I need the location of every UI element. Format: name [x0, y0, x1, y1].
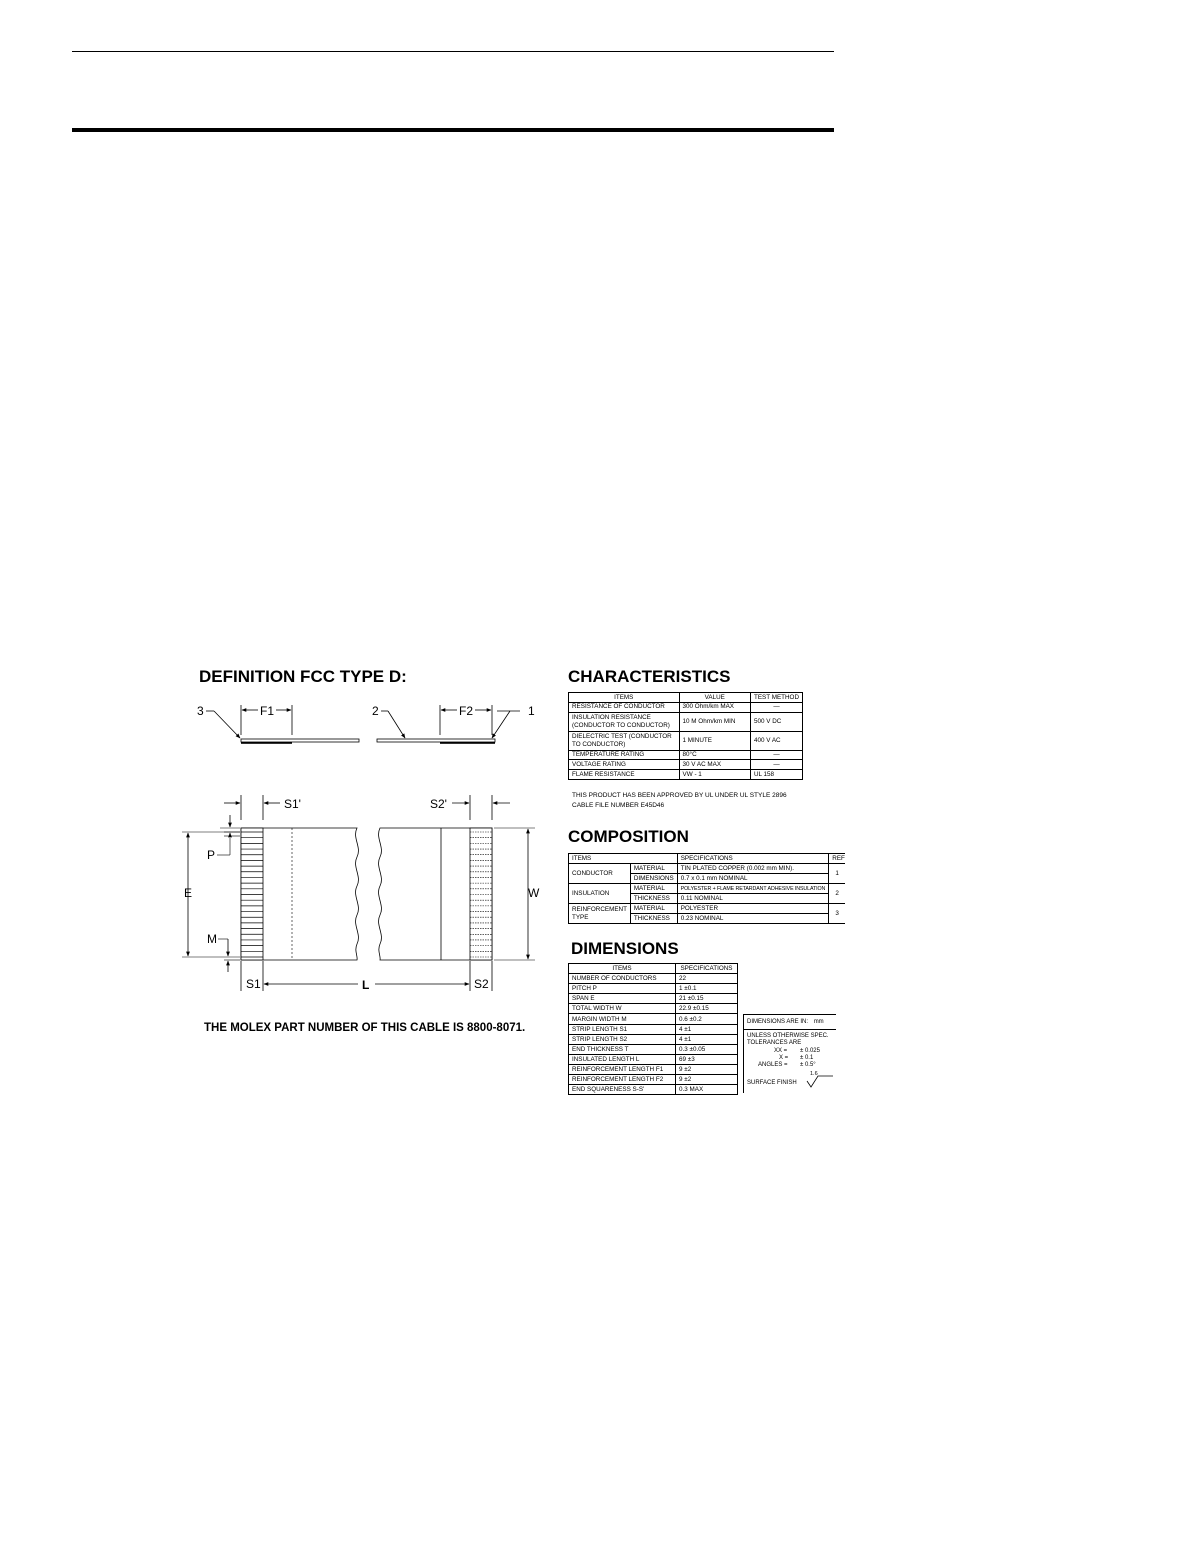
- char-item: FLAME RESISTANCE: [569, 770, 680, 780]
- dim-spec: 22.9 ±0.15: [676, 1004, 738, 1014]
- comp-ref: 1: [829, 864, 845, 884]
- char-value: 300 Ohm/km MAX: [679, 702, 750, 712]
- char-header-items: ITEMS: [569, 693, 680, 703]
- tolerances-text: TOLERANCES ARE: [747, 1040, 802, 1046]
- comp-attr: THICKNESS: [630, 914, 677, 924]
- char-test: UL 158: [750, 770, 802, 780]
- label-s1-prime: S1': [284, 797, 301, 811]
- characteristics-title: CHARACTERISTICS: [568, 667, 731, 686]
- comp-spec: POLYESTER + FLAME RETARDANT ADHESIVE INSULATION: [677, 884, 829, 894]
- comp-attr: MATERIAL: [630, 864, 677, 874]
- ul-note-line-2: CABLE FILE NUMBER E45D46: [572, 802, 665, 809]
- char-item: VOLTAGE RATING: [569, 760, 680, 770]
- label-m: M: [207, 932, 217, 946]
- char-value: 10 M Ohm/km MIN: [679, 712, 750, 731]
- table-row: [569, 1054, 738, 1064]
- dim-item: PITCH P: [569, 984, 676, 994]
- label-s2: S2: [474, 977, 489, 991]
- table-row: [569, 994, 738, 1004]
- dim-item: MARGIN WIDTH M: [569, 1014, 676, 1024]
- cable-drawing: [180, 695, 550, 1015]
- table-row: [569, 712, 803, 731]
- units-label: DIMENSIONS ARE IN:: [747, 1019, 809, 1025]
- tolerance-separator: [744, 1029, 836, 1030]
- comp-spec: 0.23 NOMINAL: [677, 914, 829, 924]
- x-label: X =: [779, 1055, 789, 1061]
- dim-header-spec: SPECIFICATIONS: [676, 964, 738, 974]
- dim-item: END SQUARENESS S-S': [569, 1085, 676, 1095]
- comp-header-spec: SPECIFICATIONS: [677, 854, 829, 864]
- drawing-title: DEFINITION FCC TYPE D:: [199, 667, 407, 686]
- dim-item: STRIP LENGTH S2: [569, 1034, 676, 1044]
- table-row: [569, 750, 803, 760]
- bottom-dimensions: [241, 961, 492, 992]
- table-row: [569, 1075, 738, 1085]
- comp-attr: DIMENSIONS: [630, 874, 677, 884]
- dim-spec: 1 ±0.1: [676, 984, 738, 994]
- dim-spec: 9 ±2: [676, 1075, 738, 1085]
- comp-header-items: ITEMS: [569, 854, 678, 864]
- dim-item: STRIP LENGTH S1: [569, 1024, 676, 1034]
- label-ref-2: 2: [372, 704, 379, 718]
- surface-finish-value: 1.6: [810, 1071, 818, 1077]
- top-dimensions: [224, 795, 510, 820]
- right-dimensions: [494, 828, 540, 960]
- label-f1: F1: [260, 704, 275, 718]
- units-row: [747, 1019, 824, 1025]
- dim-spec: 21 ±0.15: [676, 994, 738, 1004]
- plan-view-left: [241, 828, 358, 960]
- tolerance-box: [743, 1014, 836, 1093]
- table-row: [569, 864, 845, 874]
- composition-table: [568, 853, 845, 924]
- left-dimensions: [182, 815, 240, 972]
- header-rule-thin: [72, 51, 834, 52]
- ul-note-line-1: THIS PRODUCT HAS BEEN APPROVED BY UL UNDER UL STYLE 2896: [572, 792, 787, 799]
- comp-spec: POLYESTER: [677, 904, 829, 914]
- comp-ref: 3: [829, 904, 845, 924]
- header-rule-thick: [72, 128, 834, 132]
- dim-header-items: ITEMS: [569, 964, 676, 974]
- comp-attr: MATERIAL: [630, 884, 677, 894]
- comp-attr: THICKNESS: [630, 894, 677, 904]
- table-row: [569, 760, 803, 770]
- comp-item: REINFORCEMENT TYPE: [569, 904, 631, 924]
- table-row: [569, 1085, 738, 1095]
- characteristics-table: [568, 692, 803, 780]
- x-value: ± 0.1: [800, 1055, 814, 1061]
- table-row: [569, 702, 803, 712]
- char-test: —: [750, 750, 802, 760]
- table-row: [569, 1004, 738, 1014]
- comp-spec: 0.7 x 0.1 mm NOMINAL: [677, 874, 829, 884]
- angles-value: ± 0.5°: [800, 1062, 816, 1068]
- dim-spec: 22: [676, 974, 738, 984]
- char-value: VW - 1: [679, 770, 750, 780]
- char-item: RESISTANCE OF CONDUCTOR: [569, 702, 680, 712]
- comp-spec: 0.11 NOMINAL: [677, 894, 829, 904]
- label-ref-1: 1: [528, 704, 535, 718]
- label-p: P: [207, 848, 216, 862]
- angles-label: ANGLES =: [758, 1062, 788, 1068]
- table-row: [569, 1014, 738, 1024]
- comp-spec: TIN PLATED COPPER (0.002 mm MIN).: [677, 864, 829, 874]
- comp-attr: MATERIAL: [630, 904, 677, 914]
- label-ref-3: 3: [197, 704, 204, 718]
- table-row: [569, 770, 803, 780]
- dim-spec: 0.3 ±0.05: [676, 1044, 738, 1054]
- comp-item: INSULATION: [569, 884, 631, 904]
- dim-item: REINFORCEMENT LENGTH F2: [569, 1075, 676, 1085]
- char-item: INSULATION RESISTANCE (CONDUCTOR TO CONDUCTOR): [569, 712, 680, 731]
- table-row: [569, 731, 803, 750]
- dim-item: TOTAL WIDTH W: [569, 1004, 676, 1014]
- molex-part-note: THE MOLEX PART NUMBER OF THIS CABLE IS 8800-8071.: [204, 1022, 526, 1034]
- comp-item: CONDUCTOR: [569, 864, 631, 884]
- xx-value: ± 0.025: [800, 1048, 820, 1054]
- table-row: [569, 884, 845, 894]
- label-s1: S1: [246, 977, 261, 991]
- dim-spec: 9 ±2: [676, 1064, 738, 1074]
- char-value: 30 V AC MAX: [679, 760, 750, 770]
- surface-finish-label: SURFACE FINISH: [747, 1080, 797, 1086]
- unless-text: UNLESS OTHERWISE SPEC.: [747, 1033, 829, 1039]
- dim-spec: 4 ±1: [676, 1034, 738, 1044]
- label-e: E: [184, 886, 193, 900]
- table-row: [569, 1024, 738, 1034]
- table-row: [569, 984, 738, 994]
- comp-header-ref: REF: [829, 854, 845, 864]
- label-w: W: [528, 886, 540, 900]
- dim-item: SPAN E: [569, 994, 676, 1004]
- table-row: [569, 1044, 738, 1054]
- side-view-right: [372, 704, 535, 744]
- char-test: —: [750, 702, 802, 712]
- label-s2-prime: S2': [430, 797, 447, 811]
- table-row: [569, 1034, 738, 1044]
- table-row: [569, 904, 845, 914]
- dim-spec: 0.3 MAX: [676, 1085, 738, 1095]
- dim-item: REINFORCEMENT LENGTH F1: [569, 1064, 676, 1074]
- ul-approval-note: [572, 791, 787, 811]
- composition-title: COMPOSITION: [568, 827, 689, 846]
- units-value: mm: [813, 1019, 824, 1025]
- table-row: [569, 1064, 738, 1074]
- label-l: L: [362, 978, 370, 992]
- char-header-test: TEST METHOD: [750, 693, 802, 703]
- dim-item: END THICKNESS T: [569, 1044, 676, 1054]
- dimensions-title: DIMENSIONS: [571, 939, 679, 958]
- char-value: 80°C: [679, 750, 750, 760]
- side-view-left: [197, 704, 359, 744]
- xx-label: XX =: [774, 1048, 788, 1054]
- char-header-value: VALUE: [679, 693, 750, 703]
- dim-spec: 0.6 ±0.2: [676, 1014, 738, 1024]
- label-f2: F2: [459, 704, 474, 718]
- char-test: —: [750, 760, 802, 770]
- plan-view-right: [379, 828, 492, 960]
- dim-item: NUMBER OF CONDUCTORS: [569, 974, 676, 984]
- surface-finish-icon: [806, 1075, 834, 1089]
- char-value: 1 MINUTE: [679, 731, 750, 750]
- dim-spec: 69 ±3: [676, 1054, 738, 1064]
- char-test: 400 V AC: [750, 731, 802, 750]
- comp-ref: 2: [829, 884, 845, 904]
- char-test: 500 V DC: [750, 712, 802, 731]
- dim-item: INSULATED LENGTH L: [569, 1054, 676, 1064]
- char-item: DIELECTRIC TEST (CONDUCTOR TO CONDUCTOR): [569, 731, 680, 750]
- char-item: TEMPERATURE RATING: [569, 750, 680, 760]
- dim-spec: 4 ±1: [676, 1024, 738, 1034]
- table-row: [569, 974, 738, 984]
- dimensions-table: [568, 963, 738, 1095]
